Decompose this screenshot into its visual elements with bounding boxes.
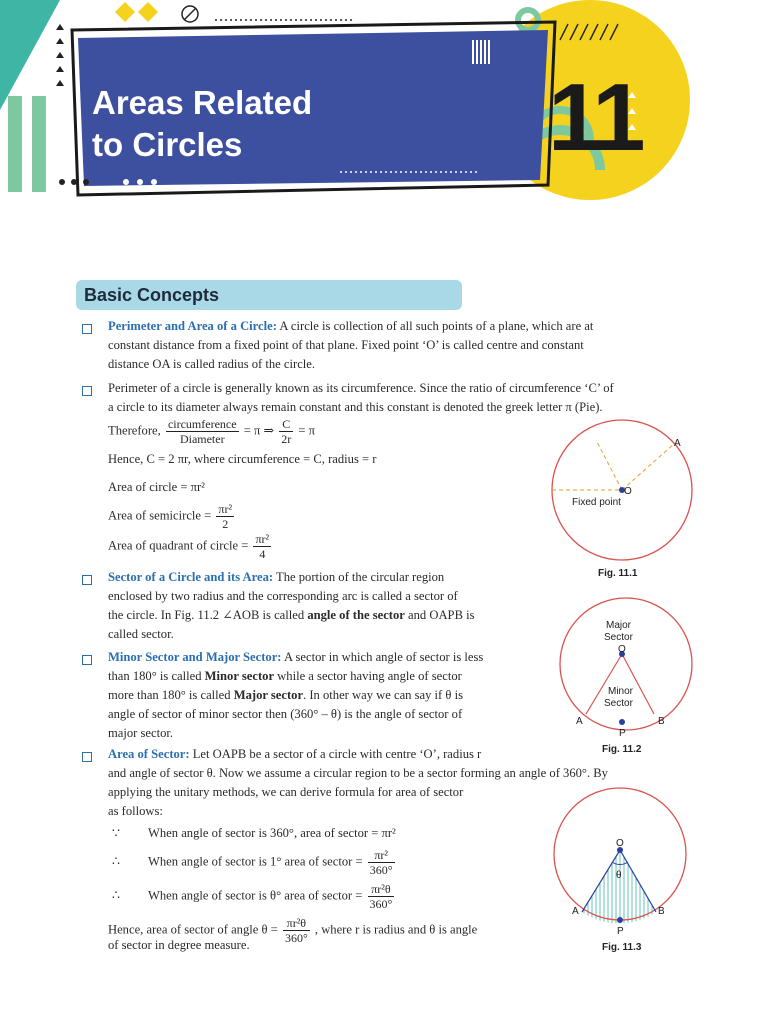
label-point-b: B [658,716,665,727]
text: angle of the sector [307,608,405,622]
section-heading: Basic Concepts [76,280,462,310]
fraction [166,417,239,446]
label-point-a: A [572,906,579,917]
text: Minor sector [204,669,275,683]
numerator: C [279,417,293,432]
numerator: πr²θ [283,916,310,931]
term-minor-major: Minor Sector and Major Sector: [108,650,282,664]
paragraph-minor-major [108,648,538,743]
chapter-number: 11 [548,64,642,171]
label-major: Major [606,620,632,631]
numerator: πr²θ [368,882,395,897]
numerator: πr² [255,532,270,546]
label-point-p: P [617,926,624,936]
text: while a sector having angle of sector [274,669,462,683]
text: When angle of sector is 360°, area of sector = πr² [148,826,396,840]
derivation-step-2 [112,848,397,877]
fraction [253,532,271,561]
denominator: 360° [369,897,393,911]
radius-line [582,850,620,912]
therefore-symbol: ∴ [112,854,121,869]
text: When angle of sector is θ° area of sector = [148,888,363,903]
text: Area of semicircle = [108,508,212,523]
text: A circle is collection of all such points of a plane, which are at [276,319,594,333]
term-perimeter-area: Perimeter and Area of a Circle: [108,319,277,333]
text: applying the unitary methods, we can derive formula for area of sector [108,785,464,799]
fig-11-3-caption: Fig. 11.3 [602,942,642,953]
numerator: πr² [218,502,233,516]
text: The portion of the circular region [273,570,445,584]
area-of-semicircle [108,502,236,531]
circle-outline [560,598,692,730]
label-point-b: B [658,906,665,917]
bullet-square-icon [82,324,92,334]
therefore-symbol: ∴ [112,888,121,903]
numerator: circumference [167,417,237,431]
denominator: 4 [259,547,266,561]
bullet-square-icon [82,575,92,585]
arc-point [619,719,625,725]
bullet-square-icon [82,752,92,762]
fraction [279,417,293,446]
figure-11-3 [548,786,698,936]
area-of-quadrant [108,532,273,561]
label-minor-sector: Sector [604,698,633,709]
label-minor: Minor [608,686,634,697]
text: , where r is radius and θ is angle [314,922,478,937]
text: Perimeter of a circle is generally known as its circumference. Since the ratio of circumference ‘C’ of [108,381,614,395]
text: Major sector [233,688,304,702]
fraction [283,916,310,945]
paragraph-sector [108,568,538,644]
label-point-o: O [618,644,626,655]
bullet-square-icon [82,386,92,396]
text: angle of sector of minor sector then (360° – θ) is the angle of sector of [108,707,463,721]
paragraph-circumference [108,379,704,417]
text: Let OAPB be a sector of a circle with centre ‘O’, radius r [189,747,482,761]
text: Area of quadrant of circle = [108,538,249,553]
text: Hence, area of sector of angle θ = [108,922,278,937]
text: more than 180° is called [108,688,234,702]
text: called sector. [108,627,174,641]
because-symbol: ∵ [112,826,121,840]
chapter-title-line1: Areas Related [92,84,313,121]
chapter-title [92,82,312,166]
fig-11-2-caption: Fig. 11.2 [602,744,642,755]
text: than 180° is called [108,669,205,683]
fraction [368,882,395,911]
figure-11-2 [546,596,706,746]
area-of-circle: Area of circle = πr² [108,480,205,494]
denominator: Diameter [179,432,225,446]
bullet-square-icon [82,655,92,665]
figure-11-1 [540,418,710,568]
text: When angle of sector is 1° area of sector = [148,854,363,869]
text: = π [298,423,315,438]
hence-circumference: Hence, C = 2 πr, where circumference = C, radius = r [108,452,377,466]
radius-line [596,440,622,490]
text: enclosed by two radius and the corresponding arc is called a sector of [108,589,458,603]
text: and angle of sector θ. Now we assume a circular region to be a sector forming an angle of 360°. By [108,766,608,780]
text: Therefore, [108,423,161,438]
derivation-step-1 [112,824,396,843]
text: . In other way we can say if θ is [303,688,463,702]
text: and OAPB is [404,608,475,622]
numerator: πr² [368,848,395,863]
radius-line [622,444,674,490]
chapter-title-line2: to Circles [92,126,243,163]
text: major sector. [108,726,174,740]
term-area-of-sector: Area of Sector: [108,747,190,761]
label-major-sector: Sector [604,632,633,643]
label-point-o: O [616,838,624,849]
denominator: 2 [222,517,229,531]
text: distance OA is called radius of the circle. [108,357,316,371]
formula-pi [108,417,315,446]
term-sector: Sector of a Circle and its Area: [108,570,274,584]
label-point-o: O [624,486,632,497]
text: = π ⇒ [243,423,275,438]
text: the circle. In Fig. 11.2 ∠AOB is called [108,608,308,622]
derivation-step-3 [112,882,396,911]
denominator: 360° [284,931,308,945]
hence-area-of-sector-line2: of sector in degree measure. [108,938,250,952]
radius-line [620,850,656,912]
denominator: 2r [281,432,292,446]
fraction [216,502,234,531]
label-point-a: A [576,716,583,727]
label-point-a: A [674,438,681,449]
text: constant distance from a fixed point of that plane. Fixed point ‘O’ is called centre and constant [108,338,584,352]
arc-point [617,917,623,923]
label-theta: θ [616,870,622,881]
denominator: 360° [369,863,393,877]
label-fixed-point: Fixed point [572,497,621,508]
label-point-p: P [619,728,626,739]
fig-11-1-caption: Fig. 11.1 [598,568,638,579]
text: A sector in which angle of sector is less [281,650,484,664]
text: as follows: [108,804,163,818]
paragraph-perimeter-area [108,317,698,374]
fraction [368,848,395,877]
text: a circle to its diameter always remain constant and this constant is denoted the greek letter π (Pie). [108,400,603,414]
